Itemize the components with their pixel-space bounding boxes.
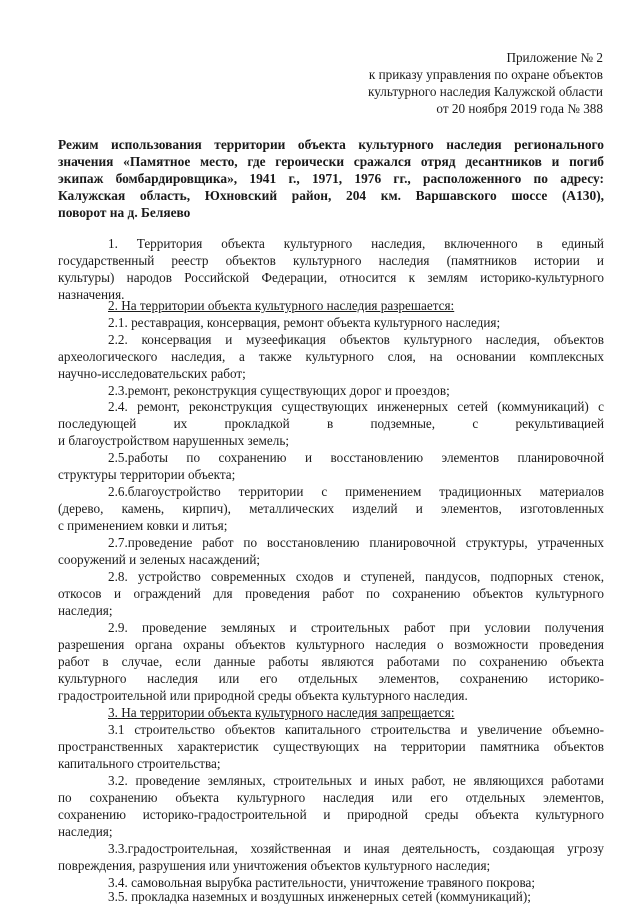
item-3-2-line: по сохранению объекта культурного наследия или его отдельных элементов, — [58, 790, 604, 805]
appendix-date-line: от 20 ноября 2019 года № 388 — [436, 101, 603, 116]
item-2-4-line: 2.4. ремонт, реконструкция существующих инженерных сетей (коммуникаций) с — [108, 399, 604, 414]
title-line: поворот на д. Беляево — [58, 205, 191, 220]
item-2-5-line: структуры территории объекта; — [58, 467, 236, 482]
appendix-authority-line: культурного наследия Калужской области — [368, 84, 603, 99]
paragraph-line: культуры) народов Российской Федерации, относится к землям историко-культурного — [58, 270, 604, 285]
item-3-1-line: 3.1 строительство объектов капитального строительства и увеличение объемно- — [108, 722, 604, 737]
item-2-9-line: работ в случае, если данные работы являются работами по сохранению объекта — [58, 654, 604, 669]
item-3-3-line: повреждения, разрушения или уничтожения объектов культурного наследия; — [58, 858, 491, 873]
item-2-8-line: наследия; — [58, 603, 113, 618]
item-3-2-line: наследия; — [58, 824, 113, 839]
item-2-6-line: 2.6.благоустройство территории с применением традиционных материалов — [108, 484, 604, 499]
appendix-number: Приложение № 2 — [506, 50, 603, 65]
paragraph-line: назначения. — [58, 287, 125, 302]
item-3-4: 3.4. самовольная вырубка растительности, уничтожение травяного покрова; — [108, 875, 536, 890]
item-2-4-line: последующей их прокладкой в подземные, с рекультивацией — [58, 416, 604, 431]
item-2-7-line: сооружений и зеленых насаждений; — [58, 552, 261, 567]
item-2-6-line: с применением ковки и литья; — [58, 518, 228, 533]
section-heading-allowed: 2. На территории объекта культурного наследия разрешается: — [108, 298, 455, 313]
item-2-4-line: и благоустройством нарушенных земель; — [58, 433, 290, 448]
appendix-order-line: к приказу управления по охране объектов — [368, 67, 603, 82]
item-2-8-line: 2.8. устройство современных сходов и ступеней, пандусов, подпорных стенок, — [108, 569, 604, 584]
item-2-2-line: научно-исследовательских работ; — [58, 366, 246, 381]
section-heading-prohibited: 3. На территории объекта культурного наследия запрещается: — [108, 705, 455, 720]
item-3-2-line: сохранению историко-градостроительной и природной среды объекта культурного — [58, 807, 604, 822]
title-line: экипаж бомбардировщика», 1941 г., 1971, 1976 гг., расположенного по адресу: — [58, 171, 604, 186]
item-2-8-line: откосов и ограждений для проведения работ по сохранению объектов культурного — [58, 586, 604, 601]
item-2-6-line: (дерево, камень, кирпич), металлических изделий и элементов, изготовленных — [58, 501, 604, 516]
paragraph-line: государственный реестр объектов культурного наследия (памятников истории и — [58, 253, 604, 268]
item-2-9-line: 2.9. проведение земляных и строительных работ при условии получения — [108, 620, 604, 635]
item-3-5: 3.5. прокладка наземных и воздушных инженерных сетей (коммуникаций); — [108, 889, 531, 904]
item-3-1-line: пространственных характеристик существующих на территории памятника объектов — [58, 739, 604, 754]
title-line: Калужская область, Юхновский район, 204 км. Варшавского шоссе (А130), — [58, 188, 604, 203]
item-2-5-line: 2.5.работы по сохранению и восстановлению элементов планировочной — [108, 450, 604, 465]
item-3-2-line: 3.2. проведение земляных, строительных и иных работ, не являющихся работами — [108, 773, 604, 788]
item-3-3-line: 3.3.градостроительная, хозяйственная и иная деятельность, создающая угрозу — [108, 841, 604, 856]
item-2-2-line: 2.2. консервация и музеефикация объектов культурного наследия, объектов — [108, 332, 604, 347]
item-2-9-line: градостроительной или природной среды объекта культурного наследия. — [58, 688, 468, 703]
item-2-3: 2.3.ремонт, реконструкция существующих дорог и проездов; — [108, 383, 450, 398]
item-2-9-line: разрешения органа охраны объектов культурного наследия о возможности проведения — [58, 637, 604, 652]
item-2-2-line: археологического наследия, а также культурного слоя, на основании комплексных — [58, 349, 604, 364]
paragraph-line: 1. Территория объекта культурного наследия, включенного в единый — [108, 236, 604, 251]
title-line: Режим использования территории объекта культурного наследия регионального — [58, 137, 604, 152]
item-2-7-line: 2.7.проведение работ по восстановлению планировочной структуры, утраченных — [108, 535, 604, 550]
item-3-1-line: капитального строительства; — [58, 756, 221, 771]
title-line: значения «Памятное место, где героически сражался отряд десантников и погиб — [58, 154, 604, 169]
item-2-9-line: культурного наследия или его отдельных элементов, сохранению историко- — [58, 671, 604, 686]
item-2-1: 2.1. реставрация, консервация, ремонт объекта культурного наследия; — [108, 315, 501, 330]
